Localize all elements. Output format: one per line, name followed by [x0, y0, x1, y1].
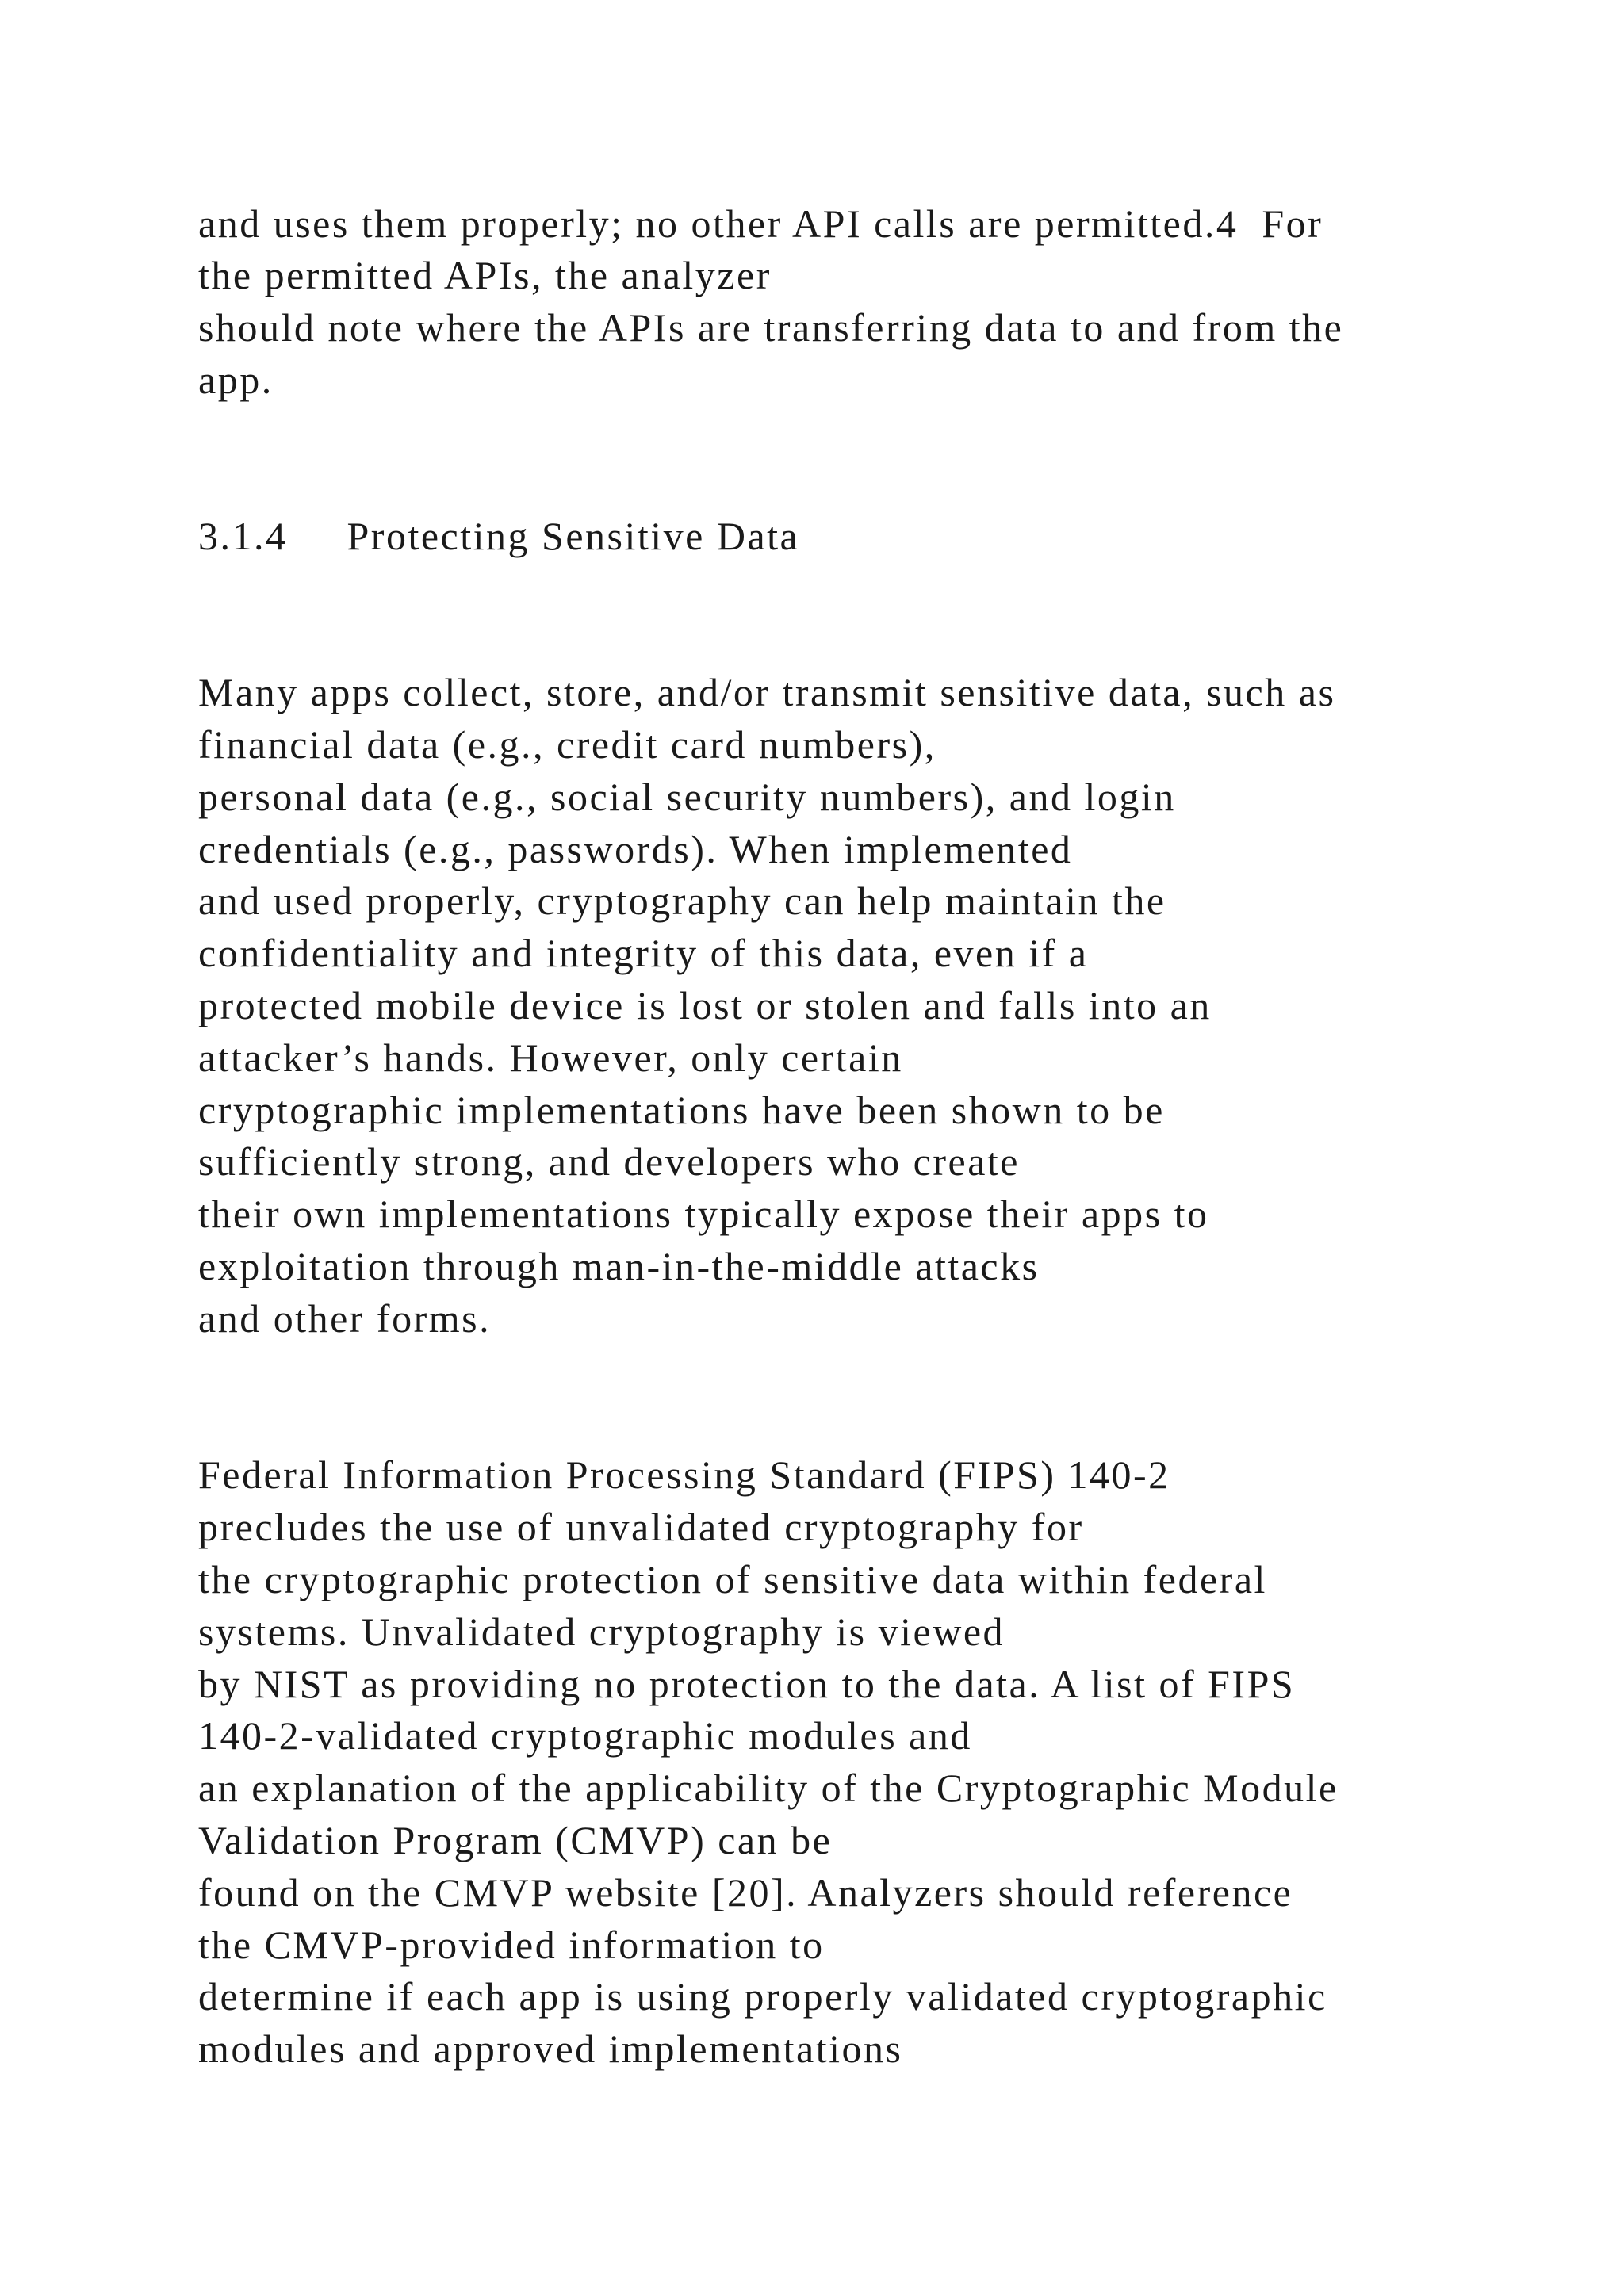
text-line: attacker’s hands. However, only certain [198, 1035, 903, 1080]
text-line: Validation Program (CMVP) can be [198, 1818, 833, 1862]
text-line: protected mobile device is lost or stolen and falls into an [198, 983, 1212, 1027]
text-line: modules and approved implementations [198, 2026, 903, 2071]
text-line: an explanation of the applicability of the Cryptographic Module [198, 1766, 1339, 1810]
text-line: systems. Unvalidated cryptography is viewed [198, 1609, 1005, 1654]
text-line: determine if each app is using properly validated cryptographic [198, 1974, 1327, 2019]
text-line: app. [198, 358, 274, 402]
text-line: by NIST as providing no protection to the data. A list of FIPS [198, 1662, 1296, 1706]
text-line: precludes the use of unvalidated cryptography for [198, 1505, 1084, 1549]
text-line: cryptographic implementations have been shown to be [198, 1088, 1165, 1132]
text-line: personal data (e.g., social security numbers), and login [198, 775, 1176, 819]
section-heading: 3.1.4 Protecting Sensitive Data [198, 514, 800, 558]
text-line: Federal Information Processing Standard (FIPS) 140-2 [198, 1452, 1170, 1497]
text-line: and uses them properly; no other API calls are permitted.4 For [198, 201, 1323, 246]
text-line: Many apps collect, store, and/or transmit sensitive data, such as [198, 670, 1336, 714]
text-line: the permitted APIs, the analyzer [198, 253, 772, 297]
text-line: the CMVP-provided information to [198, 1923, 825, 1967]
text-line: financial data (e.g., credit card numbers), [198, 722, 936, 767]
text-line: and used properly, cryptography can help maintain the [198, 878, 1166, 923]
text-line: their own implementations typically expose their apps to [198, 1192, 1209, 1236]
text-line: sufficiently strong, and developers who create [198, 1139, 1020, 1184]
text-line: found on the CMVP website [20]. Analyzers should reference [198, 1870, 1293, 1915]
text-line: confidentiality and integrity of this data, even if a [198, 931, 1089, 975]
text-line: 140-2-validated cryptographic modules and [198, 1713, 972, 1758]
text-line: should note where the APIs are transferring data to and from the [198, 305, 1344, 350]
text-line: and other forms. [198, 1296, 492, 1341]
text-line: the cryptographic protection of sensitive data within federal [198, 1557, 1267, 1601]
text-line: credentials (e.g., passwords). When implemented [198, 827, 1073, 871]
text-line: exploitation through man-in-the-middle attacks [198, 1244, 1040, 1288]
